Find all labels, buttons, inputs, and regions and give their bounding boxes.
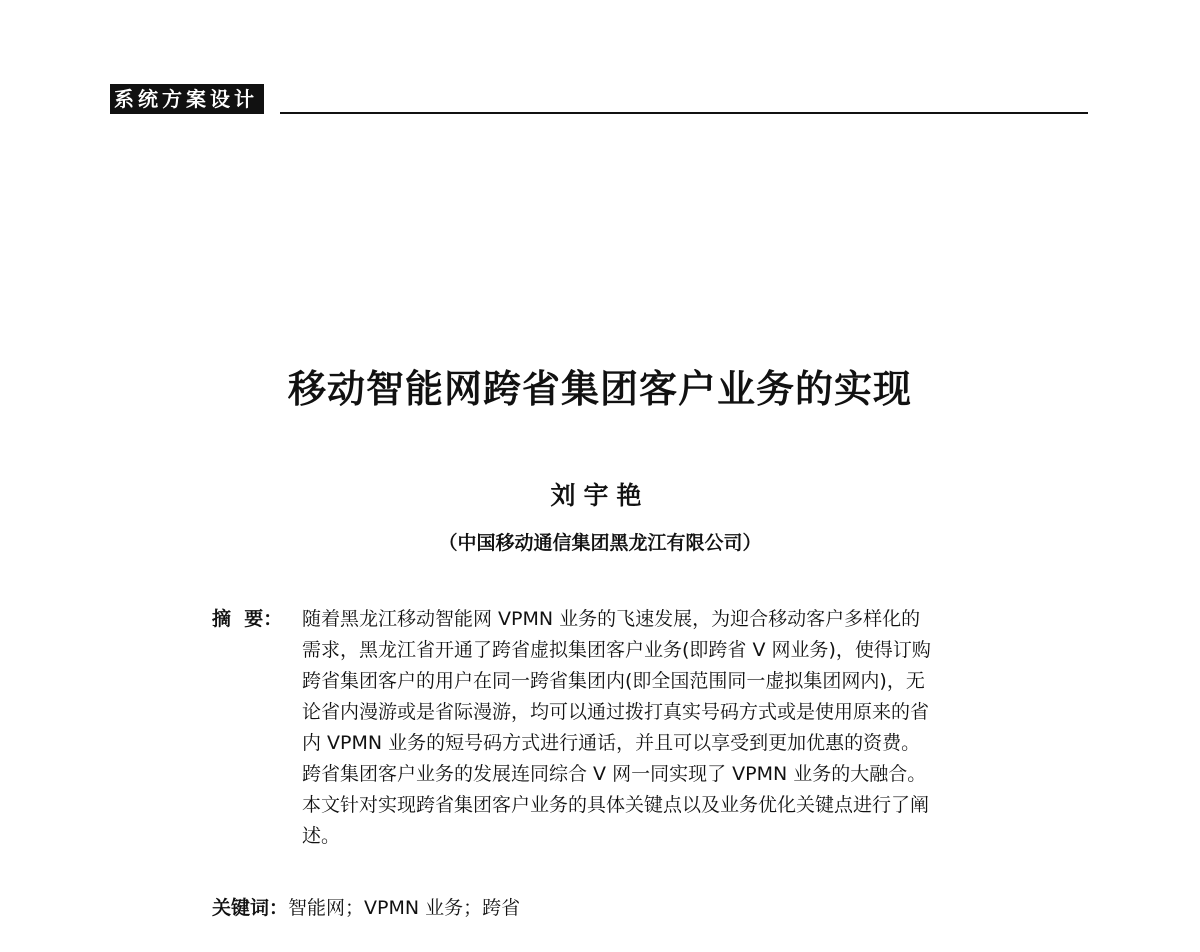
abstract-line: 内 VPMN 业务的短号码方式进行通话，并且可以享受到更加优惠的资费。 [302,732,921,754]
abstract-line: 随着黑龙江移动智能网 VPMN 业务的飞速发展，为迎合移动客户多样化的 [302,608,921,630]
abstract-line: 述。 [302,825,341,847]
abstract-line: 跨省集团客户的用户在同一跨省集团内(即全国范围同一虚拟集团网内)，无 [302,670,925,692]
author-affiliation: （中国移动通信集团黑龙江有限公司） [438,532,762,554]
abstract-line: 本文针对实现跨省集团客户业务的具体关键点以及业务优化关键点进行了阐 [302,794,930,816]
abstract-line: 需求，黑龙江省开通了跨省虚拟集团客户业务(即跨省 V 网业务)，使得订购 [302,639,931,661]
section-header [110,84,1088,114]
keywords-value: 智能网；VPMN 业务；跨省 [288,897,521,919]
abstract-body [302,604,1012,852]
section-divider [280,112,1088,114]
keywords-label: 关键词： [212,897,289,919]
abstract-line: 论省内漫游或是省际漫游，均可以通过拨打真实号码方式或是使用原来的省 [302,701,930,723]
paper-title: 移动智能网跨省集团客户业务的实现 [287,367,912,411]
abstract-line: 跨省集团客户业务的发展连同综合 V 网一同实现了 VPMN 业务的大融合。 [302,763,927,785]
abstract-label: 摘 要： [212,608,283,630]
keywords [212,893,520,924]
section-label: 系统方案设计 [110,84,264,114]
author-name: 刘宇艳 [550,481,650,510]
